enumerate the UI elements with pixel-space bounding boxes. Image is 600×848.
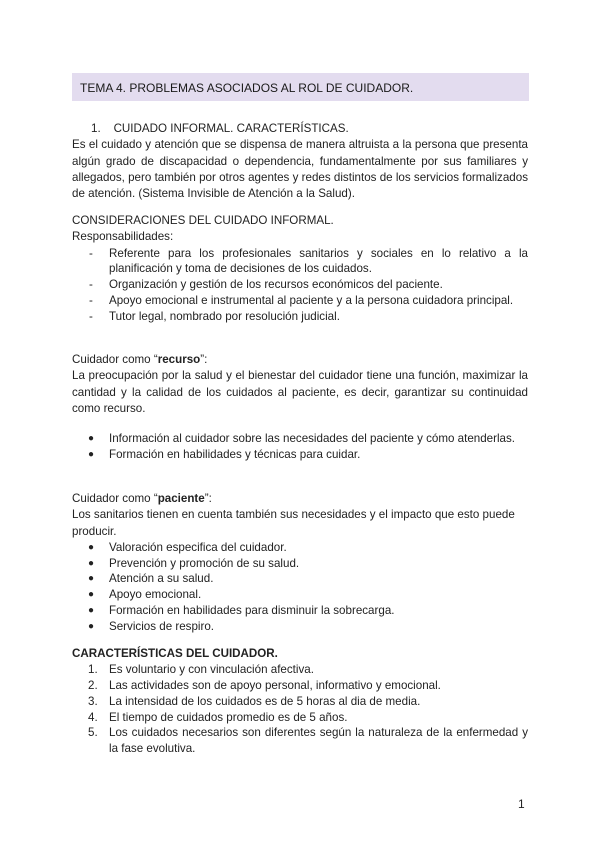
list-item: - Organización y gestión de los recursos económicos del paciente.	[89, 278, 443, 292]
page-number: 1	[518, 797, 525, 811]
list-item: - Tutor legal, nombrado por resolución judicial.	[89, 309, 340, 323]
list-item: ● Atención a su salud.	[88, 572, 214, 586]
number-marker: 5.	[88, 726, 98, 740]
list-item: 3. La intensidad de los cuidados es de 5 horas al dia de media.	[88, 694, 421, 708]
number-marker: 2.	[88, 679, 98, 693]
list-item: 5. Los cuidados necesarios son diferentes según la naturaleza de la enfermedad y la fase evolutiva.	[88, 726, 528, 756]
bullet-marker: ●	[88, 448, 95, 460]
caracteristicas-section	[72, 646, 528, 757]
list-item: ● Servicios de respiro.	[88, 619, 215, 633]
bullet-marker: ●	[88, 573, 95, 585]
section-1-heading	[72, 121, 528, 137]
list-item: 4. El tiempo de cuidados promedio es de 5 años.	[88, 710, 348, 724]
responsabilidades-label: Responsabilidades:	[72, 230, 174, 244]
recurso-section	[72, 352, 528, 463]
list-item: ● Formación en habilidades y técnicas para cuidar.	[88, 447, 361, 461]
paciente-section	[72, 491, 528, 635]
list-item: 1. Es voluntario y con vinculación afectiva.	[88, 663, 314, 677]
list-item: - Apoyo emocional e instrumental al paciente y a la persona cuidadora principal.	[89, 293, 514, 307]
list-item: ● Prevención y promoción de su salud.	[88, 556, 300, 570]
list-item: ● Valoración especifica del cuidador.	[88, 540, 287, 554]
list-item: ● Información al cuidador sobre las necesidades del paciente y cómo atenderlas.	[88, 432, 516, 446]
section-1	[72, 121, 528, 202]
caracteristicas-heading: CARACTERÍSTICAS DEL CUIDADOR.	[72, 647, 278, 660]
bullet-marker: ●	[88, 620, 95, 632]
recurso-list	[72, 431, 528, 463]
paciente-paragraph: Los sanitarios tienen en cuenta también sus necesidades y el impacto que esto puede producir.	[72, 508, 515, 538]
list-item: - Referente para los profesionales sanitarios y sociales en lo relativo a la planificación y toma de decisiones de los cuidados.	[89, 246, 528, 276]
paciente-list	[72, 540, 528, 635]
list-item: ● Formación en habilidades para disminuir la sobrecarga.	[88, 604, 395, 618]
caracteristicas-list	[72, 662, 528, 757]
number-marker: 1.	[88, 663, 98, 677]
bullet-marker: ●	[88, 589, 95, 601]
dash-marker: -	[89, 309, 93, 323]
section-1-number: 1.	[91, 122, 101, 135]
section-1-paragraph: Es el cuidado y atención que se dispensa de manera altruista a la persona que presenta algún grado de discapacidad o dependencia, fundamentalmente por sus familiares y allegados, pero también por otros agentes y redes distintos de los servicios formalizados de atención. (Sistema Invisible de Atención a la Salud).	[72, 138, 528, 201]
bullet-marker: ●	[88, 605, 95, 617]
dash-marker: -	[89, 293, 93, 307]
responsabilidades-list	[72, 246, 528, 325]
paciente-heading: Cuidador como “paciente”:	[72, 492, 212, 505]
list-item: ● Apoyo emocional.	[88, 588, 202, 602]
number-marker: 4.	[88, 710, 98, 724]
consideraciones-heading: CONSIDERACIONES DEL CUIDADO INFORMAL.	[72, 214, 334, 227]
recurso-paragraph: La preocupación por la salud y el bienestar del cuidador tiene una función, maximizar la cantidad y la calidad de los cuidados al paciente, es decir, garantizar su continuidad como recurso.	[72, 369, 528, 415]
bullet-marker: ●	[88, 541, 95, 553]
number-marker: 3.	[88, 694, 98, 708]
dash-marker: -	[89, 278, 93, 292]
recurso-heading: Cuidador como “recurso”:	[72, 353, 208, 366]
bullet-marker: ●	[88, 557, 95, 569]
section-1-title: CUIDADO INFORMAL. CARACTERÍSTICAS.	[113, 122, 349, 135]
bullet-marker: ●	[88, 433, 95, 445]
list-item: 2. Las actividades son de apoyo personal, informativo y emocional.	[88, 679, 441, 693]
consideraciones-section	[72, 213, 528, 325]
dash-marker: -	[89, 246, 93, 260]
topic-banner: TEMA 4. PROBLEMAS ASOCIADOS AL ROL DE CUIDADOR.	[72, 73, 529, 101]
